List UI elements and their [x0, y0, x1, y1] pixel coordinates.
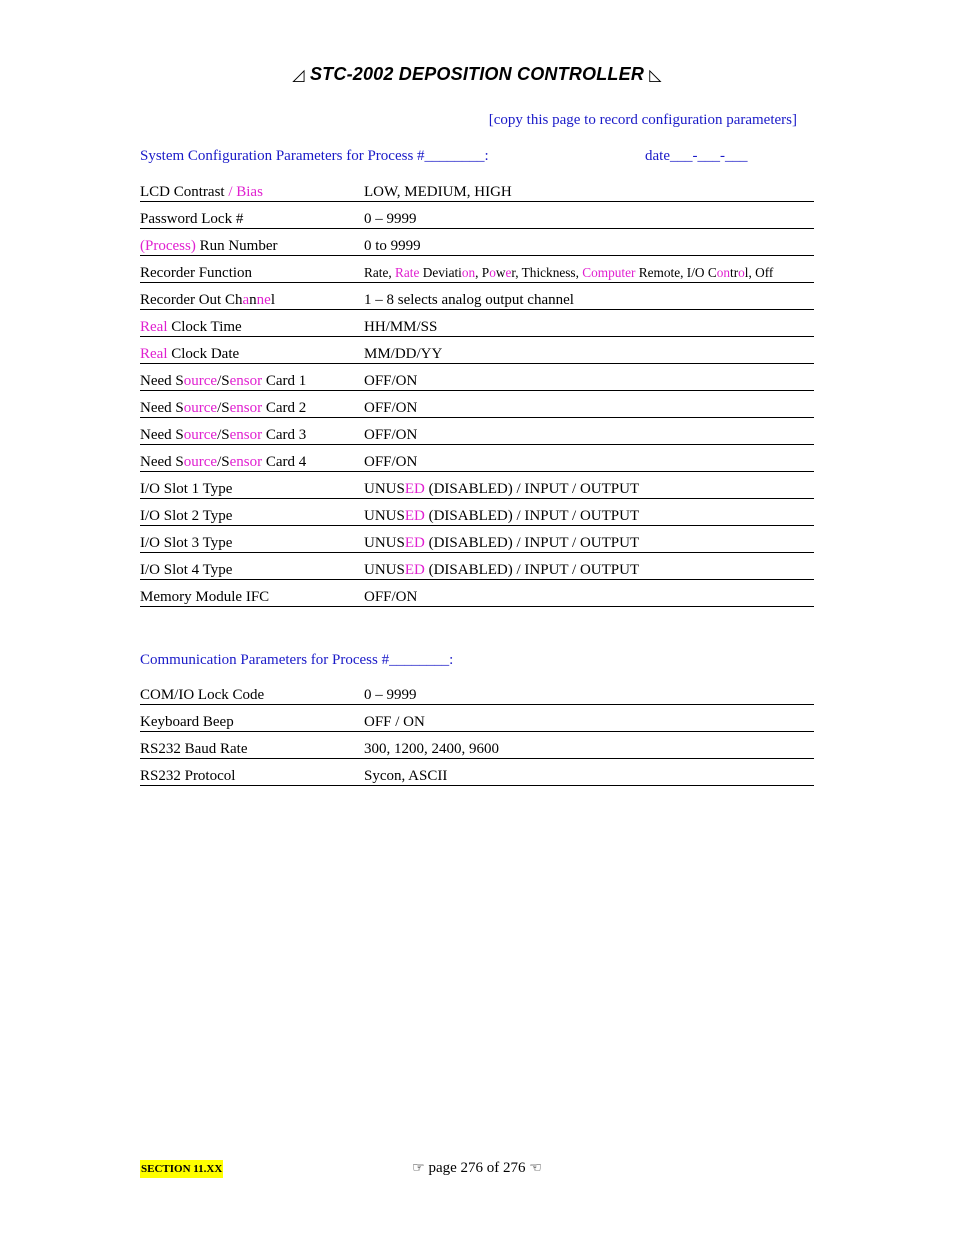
text-segment: HH/MM/SS	[364, 319, 438, 335]
text-segment: I/O Slot 1 Type	[140, 481, 233, 497]
parameter-row	[140, 391, 814, 418]
text-segment: 300, 1200, 2400, 9600	[364, 741, 499, 757]
highlighted-text: Real	[140, 346, 172, 362]
highlighted-text: on	[461, 265, 476, 280]
right-ornament-icon: ◺	[649, 67, 662, 84]
parameter-options	[364, 426, 417, 444]
text-segment: MM/DD/YY	[364, 346, 443, 362]
text-segment: /S	[217, 427, 230, 443]
pointing-left-hand-icon: ☜	[529, 1160, 542, 1176]
parameter-name	[140, 210, 243, 228]
parameter-options	[364, 740, 499, 758]
page-number: page 276 of 276	[428, 1160, 526, 1176]
parameter-name	[140, 507, 232, 525]
text-segment: Clock Date	[171, 346, 240, 362]
text-segment: Memory Module IFC	[140, 589, 270, 605]
parameter-row	[140, 445, 814, 472]
parameter-name	[140, 534, 232, 552]
text-segment: , P	[475, 265, 490, 280]
text-segment: Run Number	[199, 238, 278, 254]
title-text: STC-2002 DEPOSITION CONTROLLER	[309, 64, 645, 84]
highlighted-text: on	[716, 265, 730, 280]
text-segment: LOW, MEDIUM, HIGH	[364, 184, 512, 200]
parameter-name	[140, 318, 242, 336]
text-segment: I/O Slot 3 Type	[140, 535, 233, 551]
parameter-options	[364, 713, 425, 731]
highlighted-text: ource	[183, 373, 218, 389]
parameter-name	[140, 740, 248, 758]
highlighted-text: Real	[140, 319, 172, 335]
highlighted-text: ource	[183, 427, 218, 443]
parameter-options	[364, 237, 421, 255]
parameter-row	[140, 678, 814, 705]
page-footer	[0, 1160, 954, 1177]
text-segment: Clock Time	[171, 319, 242, 335]
communication-table	[140, 678, 814, 786]
parameter-options	[364, 453, 417, 471]
text-segment: I/O Slot 2 Type	[140, 508, 233, 524]
parameter-options	[364, 588, 417, 606]
date-field: date___-___-___	[645, 148, 748, 164]
text-segment: (DISABLED) / INPUT / OUTPUT	[424, 535, 640, 551]
text-segment: Password Lock #	[140, 211, 244, 227]
text-segment: /S	[217, 454, 230, 470]
highlighted-text: ED	[404, 508, 425, 524]
highlighted-text: (Process)	[140, 238, 200, 254]
text-segment: 0 – 9999	[364, 211, 417, 227]
parameter-name	[140, 561, 232, 579]
parameter-options	[364, 480, 639, 498]
text-segment: OFF / ON	[364, 714, 425, 730]
text-segment: (DISABLED) / INPUT / OUTPUT	[424, 481, 640, 497]
parameter-row	[140, 705, 814, 732]
parameter-name	[140, 453, 306, 471]
parameter-row	[140, 256, 814, 283]
text-segment: l	[270, 292, 275, 308]
text-segment: /S	[217, 400, 230, 416]
parameter-row	[140, 202, 814, 229]
text-segment: (DISABLED) / INPUT / OUTPUT	[424, 562, 640, 578]
highlighted-text: ED	[404, 535, 425, 551]
text-segment: 0 to 9999	[364, 238, 421, 254]
text-segment: UNUS	[364, 481, 405, 497]
text-segment: Rate,	[364, 265, 396, 280]
text-segment: (DISABLED) / INPUT / OUTPUT	[424, 508, 640, 524]
parameter-options	[364, 399, 417, 417]
parameter-name	[140, 183, 263, 201]
parameter-options	[364, 561, 639, 579]
parameter-row	[140, 472, 814, 499]
text-segment: I/O Slot 4 Type	[140, 562, 233, 578]
text-segment: Need S	[140, 454, 184, 470]
text-segment: Recorder Function	[140, 265, 253, 281]
text-segment: Deviati	[422, 265, 462, 280]
text-segment: RS232 Protocol	[140, 768, 236, 784]
document-title	[0, 64, 954, 85]
parameter-name	[140, 686, 264, 704]
text-segment: OFF/ON	[364, 589, 418, 605]
parameter-name	[140, 291, 275, 309]
parameter-name	[140, 713, 234, 731]
parameter-row	[140, 759, 814, 786]
parameter-options	[364, 183, 512, 201]
text-segment: Card 1	[265, 373, 307, 389]
parameter-name	[140, 264, 252, 282]
text-segment: Card 2	[265, 400, 307, 416]
parameter-row	[140, 499, 814, 526]
text-segment: r, Thickness,	[511, 265, 583, 280]
highlighted-text: o	[738, 265, 745, 280]
communication-heading: Communication Parameters for Process #________:	[140, 652, 454, 668]
highlighted-text: / Bias	[228, 184, 263, 200]
highlighted-text: ensor	[229, 400, 266, 416]
parameter-row	[140, 337, 814, 364]
highlighted-text: ne	[256, 292, 271, 308]
parameter-name	[140, 345, 239, 363]
parameter-options	[364, 264, 773, 282]
highlighted-text: Computer	[582, 265, 639, 280]
text-segment: RS232 Baud Rate	[140, 741, 248, 757]
highlighted-text: ensor	[229, 454, 266, 470]
parameter-name	[140, 372, 306, 390]
section-badge: SECTION 11.XX	[140, 1160, 223, 1178]
text-segment: Recorder Out Ch	[140, 292, 243, 308]
highlighted-text: o	[489, 265, 496, 280]
parameter-row	[140, 229, 814, 256]
highlighted-text: Rate	[395, 265, 423, 280]
text-segment: /S	[217, 373, 230, 389]
text-segment: UNUS	[364, 562, 405, 578]
parameter-row	[140, 526, 814, 553]
system-config-table	[140, 175, 814, 607]
text-segment: Sycon, ASCII	[364, 768, 448, 784]
parameter-name	[140, 480, 232, 498]
text-segment: UNUS	[364, 535, 405, 551]
text-segment: Need S	[140, 427, 184, 443]
text-segment: OFF/ON	[364, 400, 418, 416]
highlighted-text: ED	[404, 562, 425, 578]
parameter-name	[140, 399, 306, 417]
text-segment: 1 – 8 selects analog output channel	[364, 292, 574, 308]
parameter-row	[140, 310, 814, 337]
text-segment: UNUS	[364, 508, 405, 524]
parameter-name	[140, 588, 269, 606]
parameter-options	[364, 767, 447, 785]
text-segment: 0 – 9999	[364, 687, 417, 703]
highlighted-text: ensor	[229, 427, 266, 443]
parameter-row	[140, 732, 814, 759]
parameter-row	[140, 364, 814, 391]
parameter-options	[364, 318, 437, 336]
text-segment: OFF/ON	[364, 454, 418, 470]
parameter-row	[140, 580, 814, 607]
text-segment: COM/IO Lock Code	[140, 687, 265, 703]
parameter-options	[364, 210, 417, 228]
highlighted-text: e	[505, 265, 512, 280]
parameter-name	[140, 426, 306, 444]
left-ornament-icon: ◿	[292, 67, 305, 84]
parameter-options	[364, 291, 574, 309]
parameter-name	[140, 237, 278, 255]
text-segment: Remote, I/O C	[638, 265, 717, 280]
parameter-options	[364, 534, 639, 552]
text-segment: n	[249, 292, 257, 308]
text-segment: OFF/ON	[364, 427, 418, 443]
parameter-options	[364, 686, 417, 704]
parameter-options	[364, 507, 639, 525]
highlighted-text: ED	[404, 481, 425, 497]
pointing-right-hand-icon: ☞	[412, 1160, 425, 1176]
parameter-row	[140, 283, 814, 310]
text-segment: Keyboard Beep	[140, 714, 234, 730]
text-segment: LCD Contrast	[140, 184, 229, 200]
text-segment: Card 4	[265, 454, 307, 470]
text-segment: w	[495, 265, 506, 280]
parameter-row	[140, 553, 814, 580]
text-segment: Card 3	[265, 427, 307, 443]
system-config-heading: System Configuration Parameters for Process #________:	[140, 148, 489, 164]
parameter-options	[364, 345, 442, 363]
parameter-row	[140, 418, 814, 445]
text-segment: tr	[730, 265, 739, 280]
text-segment: l, Off	[744, 265, 774, 280]
parameter-row	[140, 175, 814, 202]
highlighted-text: a	[242, 292, 250, 308]
highlighted-text: ource	[183, 400, 218, 416]
text-segment: Need S	[140, 400, 184, 416]
text-segment: OFF/ON	[364, 373, 418, 389]
highlighted-text: ensor	[229, 373, 266, 389]
highlighted-text: ource	[183, 454, 218, 470]
parameter-name	[140, 767, 235, 785]
parameter-options	[364, 372, 417, 390]
copy-instruction: [copy this page to record configuration parameters]	[488, 112, 797, 128]
text-segment: Need S	[140, 373, 184, 389]
